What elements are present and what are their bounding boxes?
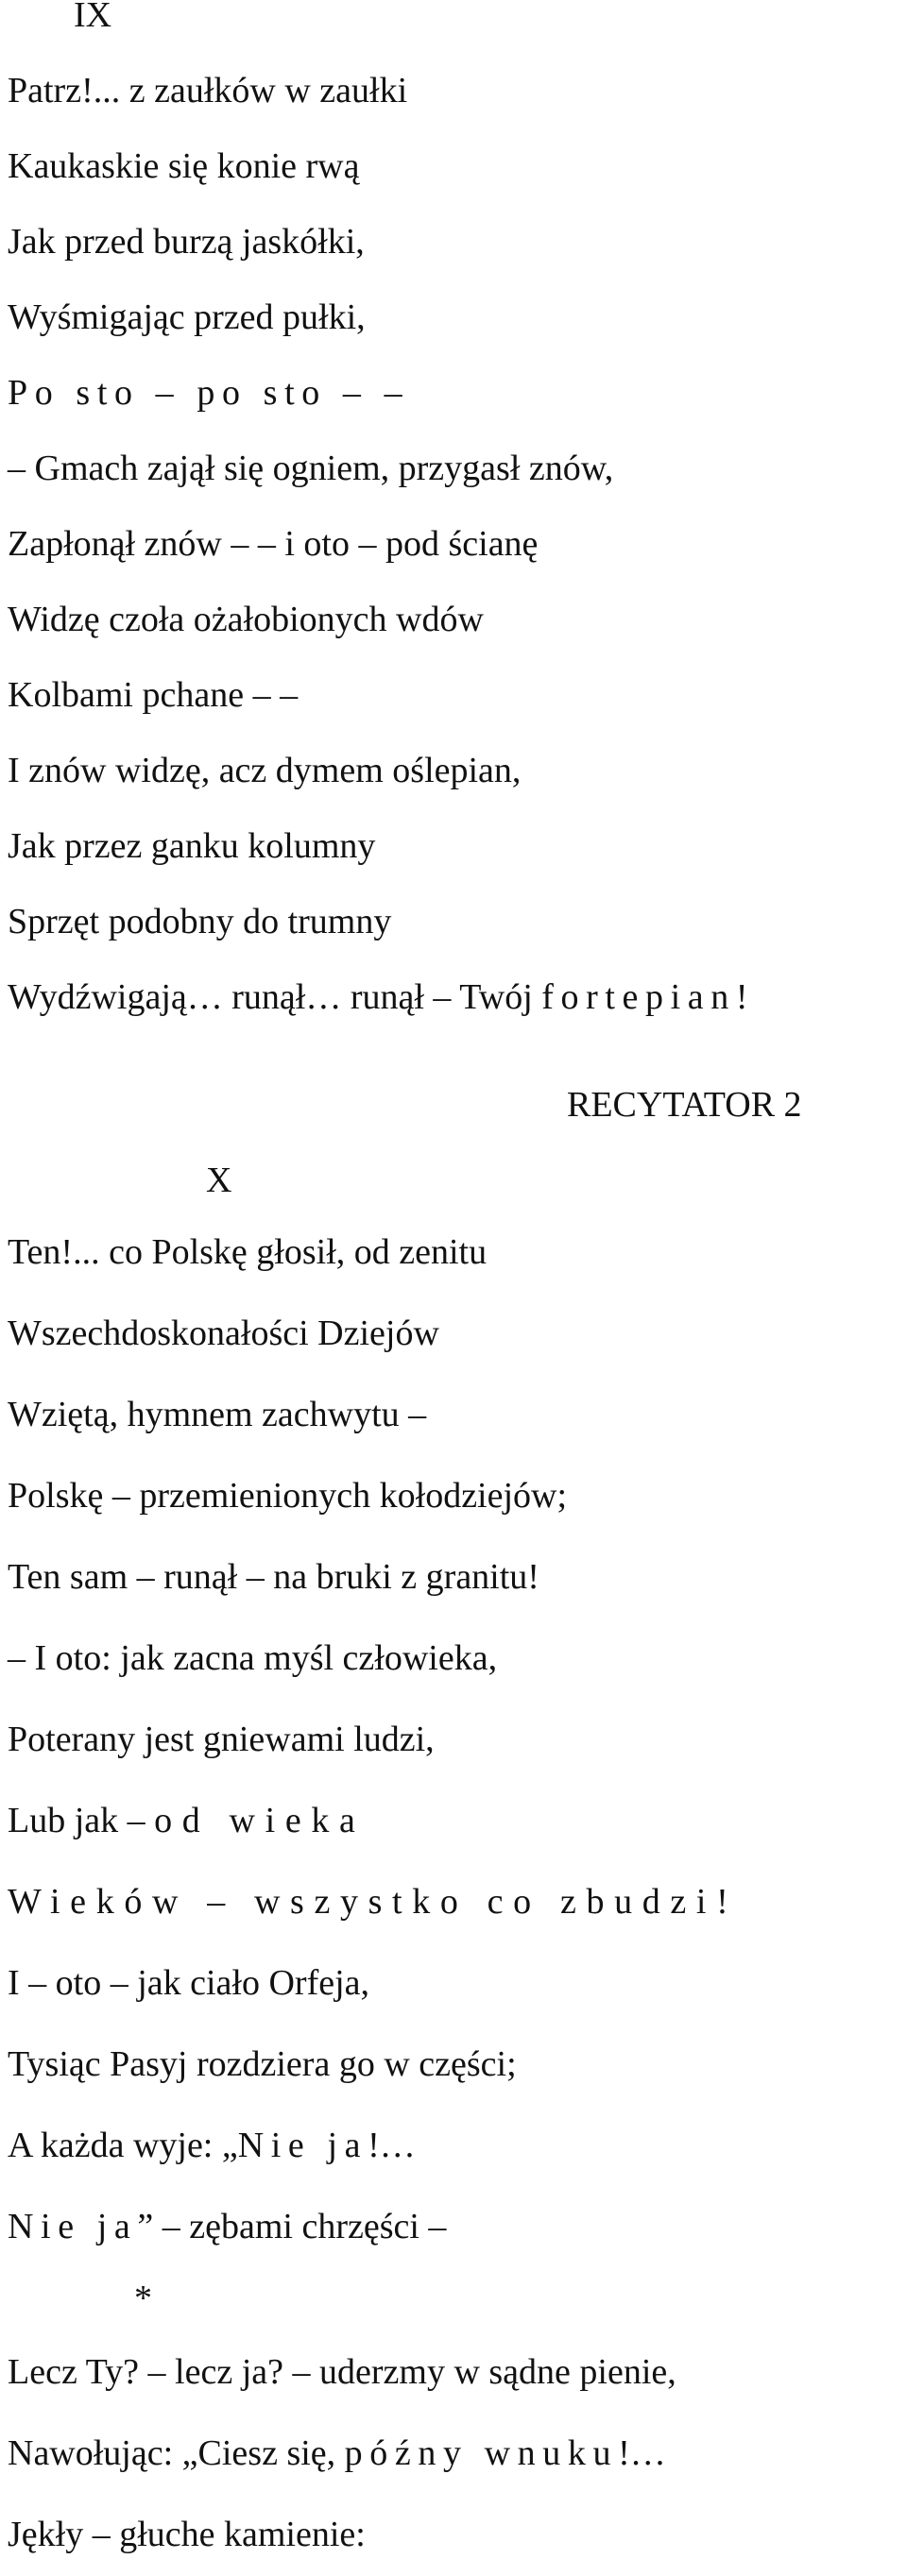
poem-line: Tysiąc Pasyj rozdziera go w części; (8, 2044, 517, 2084)
line-text: Nawołując: „Ciesz się, (8, 2433, 345, 2473)
poem-line (8, 1800, 366, 1841)
spaced-word: fortepian (541, 977, 736, 1017)
poem-line: Kolbami pchane – – (8, 675, 299, 715)
poem-line (8, 2206, 446, 2247)
poem-line: Jak przed burzą jaskółki, (8, 222, 365, 262)
poem-line: Patrz!... z zaułków w zaułki (8, 71, 408, 110)
poem-line: Kaukaskie się konie rwą (8, 146, 360, 186)
line-text: ! (735, 977, 748, 1017)
poem-line: Poterany jest gniewami ludzi, (8, 1720, 435, 1759)
poem-line: Wyśmigając przed pułki, (8, 297, 366, 337)
section-heading-ix: IX (74, 0, 112, 35)
poem-line: Ten!... co Polskę głosił, od zenitu (8, 1232, 488, 1272)
poem-line: Jękły – głuche kamienie: (8, 2515, 366, 2554)
poem-line: Polskę – przemienionych kołodziejów; (8, 1476, 568, 1516)
poem-line (8, 976, 748, 1018)
poem-line: Wszechdoskonałości Dziejów (8, 1313, 439, 1353)
poem-line (8, 2432, 666, 2474)
line-text: !… (368, 2126, 416, 2165)
poem-line: Widzę czoła ożałobionych wdów (8, 600, 484, 639)
line-text: A każda wyje: „ (8, 2126, 238, 2165)
poem-line: I – oto – jak ciało Orfeja, (8, 1963, 370, 2003)
poem-line: Lecz Ty? – lecz ja? – uderzmy w sądne pienie, (8, 2352, 676, 2392)
line-text: ” – zębami chrzęści – (137, 2207, 447, 2246)
poem-line: Wziętą, hymnem zachwytu – (8, 1395, 427, 1434)
spaced-word: późny wnuku (344, 2433, 619, 2473)
poem-line: I znów widzę, acz dymem oślepian, (8, 751, 522, 790)
poem-line-spaced: Po sto – po sto – – (8, 373, 410, 413)
speaker-label: RECYTATOR 2 (567, 1085, 802, 1125)
poem-line: – Gmach zajął się ogniem, przygasł znów, (8, 449, 614, 488)
line-text: Lub jak – (8, 1801, 155, 1840)
spaced-word: od wieka (154, 1801, 366, 1840)
poem-line: Zapłonął znów – – i oto – pod ścianę (8, 524, 539, 564)
spaced-word: Nie ja (8, 2207, 138, 2246)
spaced-word: Nie ja (237, 2126, 368, 2165)
poem-line-spaced: Wieków – wszystko co zbudzi! (8, 1882, 739, 1922)
poem-line: Ten sam – runął – na bruki z granitu! (8, 1557, 539, 1597)
poem-line: Sprzęt podobny do trumny (8, 902, 392, 941)
poem-line: – I oto: jak zacna myśl człowieka, (8, 1638, 498, 1678)
section-heading-x: X (206, 1161, 232, 1200)
poem-line: Jak przez ganku kolumny (8, 826, 376, 866)
asterisk-separator: * (134, 2279, 152, 2318)
line-text: Wydźwigają… runął… runął – Twój (8, 977, 542, 1017)
line-text: !… (618, 2433, 666, 2473)
poem-line (8, 2125, 416, 2166)
